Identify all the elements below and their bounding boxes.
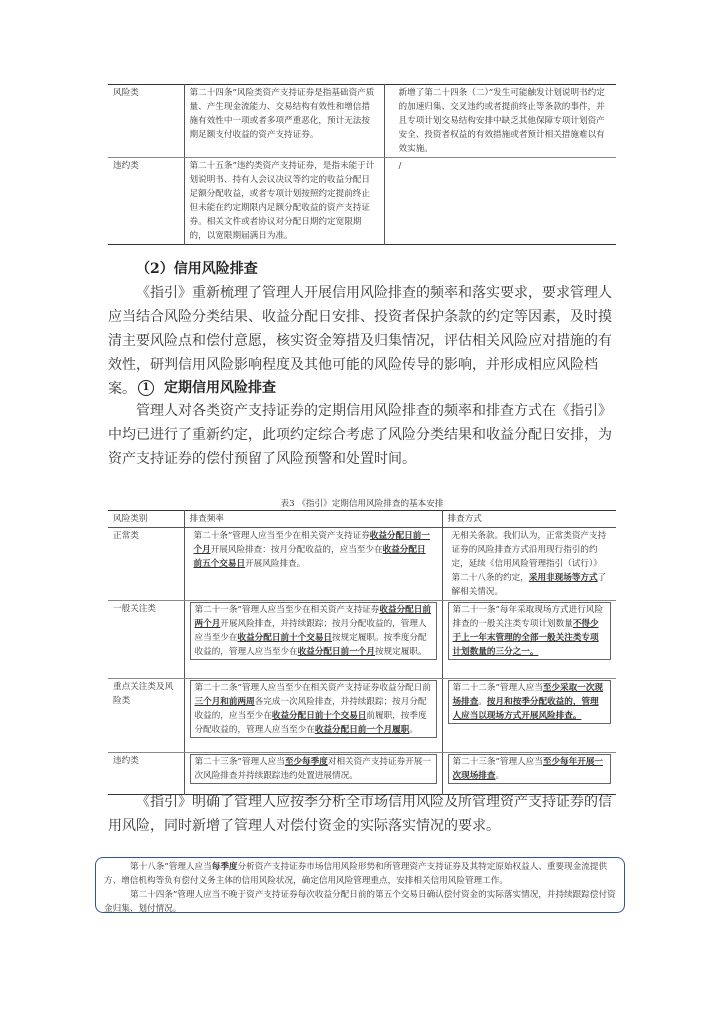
note-paragraph: 第二十四条”管理人应当不晚于资产支持证券每次收益分配日前的第五个交易日确认偿付资金的实际落实情况，并持续跟踪偿付资金归集、划付情况。: [104, 890, 616, 914]
emphasized-text: 至少每季度: [284, 757, 328, 767]
clause-text: 管理人应当至少在相关资产支持证券收益分配日前: [241, 683, 431, 693]
emphasized-text: 至少每年开展一次现场排查: [452, 757, 604, 781]
risk-check-table: [108, 510, 616, 795]
table-row: [108, 679, 616, 753]
method-cell: [442, 753, 616, 795]
subsection-title: 定期信用风险排查: [164, 380, 276, 396]
note-paragraph: [104, 860, 616, 888]
original-clause-cell: 第二十五条”违约类资产支持证券，是指未能于计划说明书、持有人会议决议等约定的收益分配日足额分配收益，或者专项计划按照约定提前终止但未能在约定期限内足额分配收益的资产支持证券。相关文件或者协议对分配日期约定宽限期的，以宽限期届满日为准。: [184, 158, 384, 245]
clause-text: 。: [478, 697, 487, 707]
emphasized-text: 收益分配日前十个交易日: [237, 633, 333, 643]
change-cell: 新增了第二十四条（二）”发生可能触发计划说明书约定的加速归集、交叉违约或者提前终止等条款的事件，并且专项计划交易结构安排中缺乏其他保障专项计划资产安全、投资者权益的有效措施或者预计相关措施难以有效实施。: [384, 85, 616, 158]
section-body: 《指引》重新梳理了管理人开展信用风险排查的频率和落实要求，要求管理人应当结合风险分类结果、收益分配日安排、投资者保护条款的约定等因素，及时摸清主要风险点和偿付意愿，核实资金筹措及归集情况，评估相关风险应对措施的有效性，研判信用风险影响程度及其他可能的风险传导的影响，并形成相应风险档案。: [108, 285, 612, 397]
emphasized-text: 收益分配日前两个月: [194, 605, 431, 629]
category-cell: 风险类: [108, 85, 184, 158]
regulation-note-box: [95, 857, 625, 913]
method-cell-content: [448, 529, 612, 599]
method-cell: [442, 601, 616, 679]
emphasized-text: 采用非现场等方式: [528, 573, 598, 583]
clause-text: 开展风险排查，并持续跟踪；按月分配收益的，管理人应当至少在: [194, 619, 427, 643]
clause-text: 管理人应当: [499, 757, 543, 767]
clause-text: 第二十二条”: [194, 683, 242, 693]
method-cell: [442, 679, 616, 753]
circled-number: 1: [138, 380, 154, 396]
emphasized-text: 收益分配日前五个交易日: [193, 545, 426, 569]
risk-category-cell: 违约类: [108, 753, 184, 795]
change-cell: /: [398, 161, 402, 171]
clause-text: 无相关条款。我们认为，正常类资产支持证券的风险排查方式沿用现行指引的约定，延续《信用风险管理指引（试行）》第二十八条的约定，: [451, 531, 607, 583]
table-row: [108, 601, 616, 679]
subsection-body: 管理人对各类资产支持证券的定期信用风险排查的频率和排查方式在《指引》中均已进行了重新约定，此项约定综合考虑了风险分类结果和收益分配日安排，为资产支持证券的偿付预留了风险预警和处置时间。: [108, 403, 612, 467]
clause-text: 对相关资产支持证券开展一次风险排查并持续跟踪违约处置进展情况。: [194, 757, 431, 781]
emphasized-text: 收益分配日前一个月: [297, 647, 375, 657]
section-heading: （2）信用风险排查: [136, 261, 258, 277]
method-cell-content: [448, 602, 612, 660]
risk-category-cell: 一般关注类: [108, 601, 184, 679]
category-cell: 违约类: [108, 158, 184, 245]
frequency-cell: [184, 753, 442, 795]
column-header: 排查方式: [442, 511, 616, 528]
frequency-cell-content: [190, 680, 437, 738]
clause-text: 第二十三条”: [452, 757, 500, 767]
note-text: 第十八条”管理人应当: [130, 862, 212, 872]
clause-text: 了解相关情况。: [451, 573, 607, 597]
emphasized-text: 收益分配日前十个交易日: [271, 711, 367, 721]
frequency-cell-content: [190, 602, 437, 660]
clause-text: 开展风险排查：按月分配收益的，应当至少在: [210, 545, 383, 555]
clause-text: 管理人应当: [241, 757, 285, 767]
table-header-row: [108, 511, 616, 528]
risk-category-cell: 重点关注类及风险类: [108, 679, 184, 753]
clause-text: 第二十二条”: [452, 683, 500, 693]
frequency-cell: [184, 679, 442, 753]
frequency-cell: [184, 528, 442, 601]
column-header: 排查频率: [184, 511, 442, 528]
clause-text: 各完成一次风险排查，并持续跟踪；按月分配收益的，应当至少在: [194, 697, 427, 721]
method-cell: [442, 528, 616, 601]
clause-text: 第二十三条”: [194, 757, 242, 767]
column-header: 风险类别: [108, 511, 184, 528]
table-row: [108, 753, 616, 795]
table-row: [108, 528, 616, 601]
clause-text: 前履职，按季度分配收益的，管理人应当至少在: [194, 711, 427, 735]
emphasized-text: 不得少于上一年末管理的全部一般关注类专项计划数量的三分之一。: [452, 619, 599, 657]
risk-category-cell: 正常类: [108, 528, 184, 601]
emphasized-text: 至少采取一次现场排查: [452, 683, 604, 707]
subsection-heading: [138, 377, 276, 397]
clause-text: 第二十条”: [193, 531, 233, 541]
method-cell-content: [448, 754, 612, 784]
closing-paragraph: 《指引》明确了管理人应按季分析全市场信用风险及所管理资产支持证券的信用风险，同时新增了管理人对偿付资金的实际落实情况的要求。: [108, 794, 612, 834]
clause-text: 每年采取现场方式进行风险排查的一般关注类专项计划数量: [452, 605, 604, 629]
clause-text: 。: [495, 771, 505, 781]
original-clause-cell: 第二十四条”风险类资产支持证券是指基础资产质量、产生现金流能力、交易结构有效性和增信措施有效性中一项或者多项严重恶化，预计无法按期足额支付收益的资产支持证券。: [184, 85, 384, 158]
frequency-cell: [184, 601, 442, 679]
table-caption: 表3 《指引》定期信用风险排查的基本安排: [280, 499, 444, 509]
clause-text: 第二十一条”: [194, 605, 242, 615]
note-text: 分析资产支持证券市场信用风险形势和所管理资产支持证券及其特定原始权益人、重要现金流提供方、增信机构等负有偿付义务主体的信用风险状况，确定信用风险管理重点，安排相关信用风险管理工作。: [104, 862, 608, 886]
clause-text: 管理人应当至少在相关资产支持证券: [241, 605, 380, 615]
note-emphasis: 每季度: [211, 862, 238, 872]
clause-text: 。: [409, 725, 418, 735]
clause-text: 管理人应当至少在相关资产支持证券: [232, 531, 370, 541]
frequency-cell-content: [190, 754, 437, 784]
clause-text: 管理人应当: [499, 683, 543, 693]
clause-text: 按规定履职。按季度分配收益的，管理人应当至少在: [194, 633, 427, 657]
frequency-cell-content: [190, 529, 437, 571]
emphasized-text: 按月和按季分配收益的，管理人应当以现场方式开展风险排查。: [452, 697, 599, 721]
clause-text: 开展风险排查。: [245, 559, 306, 569]
table-row: [108, 158, 616, 245]
clause-text: 按规定履职。: [375, 647, 427, 657]
method-cell-content: [448, 680, 612, 724]
table-row: [108, 85, 616, 158]
emphasized-text: 收益分配日前一个月: [193, 531, 430, 555]
emphasized-text: 三个月和前两周: [194, 697, 255, 707]
clause-text: 第二十一条”: [452, 605, 500, 615]
risk-classification-table: [108, 84, 616, 245]
emphasized-text: 收益分配日前一个月履职: [314, 725, 410, 735]
